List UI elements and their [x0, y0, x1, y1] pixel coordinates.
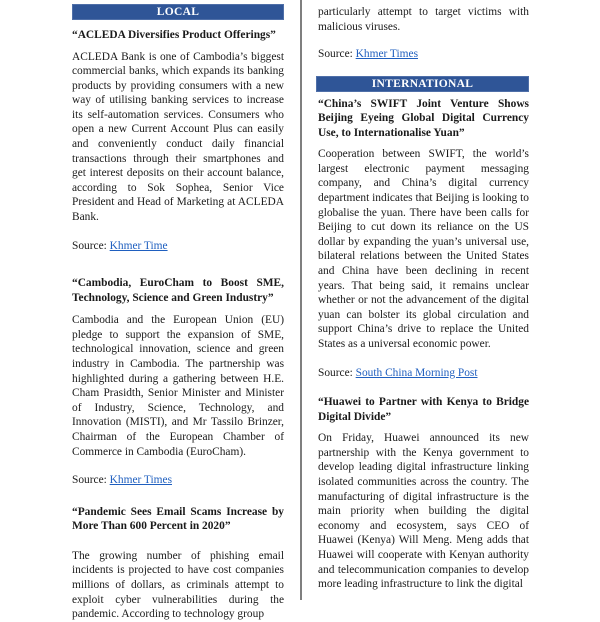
article-body-swift: Cooperation between SWIFT, the world’s largest electronic payment messaging company, and China’s digital currency department indicates that Beijing is looking to globalise the yuan. There have been calls for Beijing to cut down its reliance on the US dollar by expanding the yuan’s universal use, bilateral relations between the United States and China have been declining in recent years. That being said, it remains unclear whether or not the advancement of the digital yuan can bolster its global circulation and support China’s drive to replace the United States as a universal economic power. — [318, 148, 529, 350]
international-column — [318, 0, 529, 592]
article-body-huawei: On Friday, Huawei announced its new partnership with the Kenya government to develop leading digital infrastructure linking isolated communities across the country. The manufacturing of digital infrastructure is the main priority when building the digital economy and ecosystem, says CEO of Huawei (Kenya) Will Meng. Meng adds that Huawei will cooperate with Kenyan authority and telecommunication companies to develop more leading infrastructure to link the digital — [318, 432, 529, 591]
source-link-scmp[interactable]: South China Morning Post — [355, 366, 478, 379]
local-section-header: LOCAL — [72, 4, 284, 20]
article-headline-swift: “China’s SWIFT Joint Venture Shows Beijing Eyeing Global Digital Currency Use, to Internationalise Yuan” — [318, 97, 529, 139]
column-divider — [300, 0, 302, 600]
local-column — [72, 0, 284, 622]
article-source-acleda: Source: Khmer Time — [72, 239, 168, 252]
article-headline-acleda: “ACLEDA Diversifies Product Offerings” — [72, 29, 276, 41]
source-link-khmer-times[interactable]: Khmer Times — [109, 474, 172, 487]
international-section-header: INTERNATIONAL — [316, 76, 529, 92]
source-link-khmer-time[interactable]: Khmer Time — [109, 239, 168, 252]
continued-article-source: Source: Khmer Times — [318, 48, 418, 61]
article-source-swift: Source: South China Morning Post — [318, 366, 478, 379]
article-headline-eurocham: “Cambodia, EuroCham to Boost SME, Technology, Science and Green Industry” — [72, 277, 284, 304]
article-body-email-scams: The growing number of phishing email incidents is projected to have cost companies millions of dollars, as criminals attempt to exploit cyber vulnerabilities during the pandemic. According to technology group — [72, 549, 284, 621]
article-body-acleda: ACLEDA Bank is one of Cambodia’s biggest commercial banks, which expands its banking products by providing consumers with a new way of utilising banking services to increase its self-automation services. Consumers who open a new Current Account Plus can easily and conveniently conduct daily financial transactions through their smartphones and get interest deposits on their account balance, according to Sok Sophea, Senior Vice President and Head of Marketing at ACLEDA Bank. — [72, 50, 284, 224]
continued-article-body: particularly attempt to target victims with malicious viruses. — [318, 6, 529, 33]
article-body-eurocham: Cambodia and the European Union (EU) pledge to support the expansion of SME, technological innovation, science and green industry in Cambodia. The partnership was highlighted during a gathering between H.E. Cham Prasidth, Senior Minister and Minister of Industry, Science, Technology, and Innovation (MISTI), and Mr Tassilo Brinzer, Chairman of the European Chamber of Commerce in Cambodia (EuroCham). — [72, 314, 284, 458]
article-headline-huawei: “Huawei to Partner with Kenya to Bridge Digital Divide” — [318, 396, 529, 423]
article-headline-email-scams: “Pandemic Sees Email Scams Increase by More Than 600 Percent in 2020” — [72, 505, 284, 533]
source-link-khmer-times-2[interactable]: Khmer Times — [355, 48, 418, 61]
article-source-eurocham: Source: Khmer Times — [72, 474, 172, 487]
